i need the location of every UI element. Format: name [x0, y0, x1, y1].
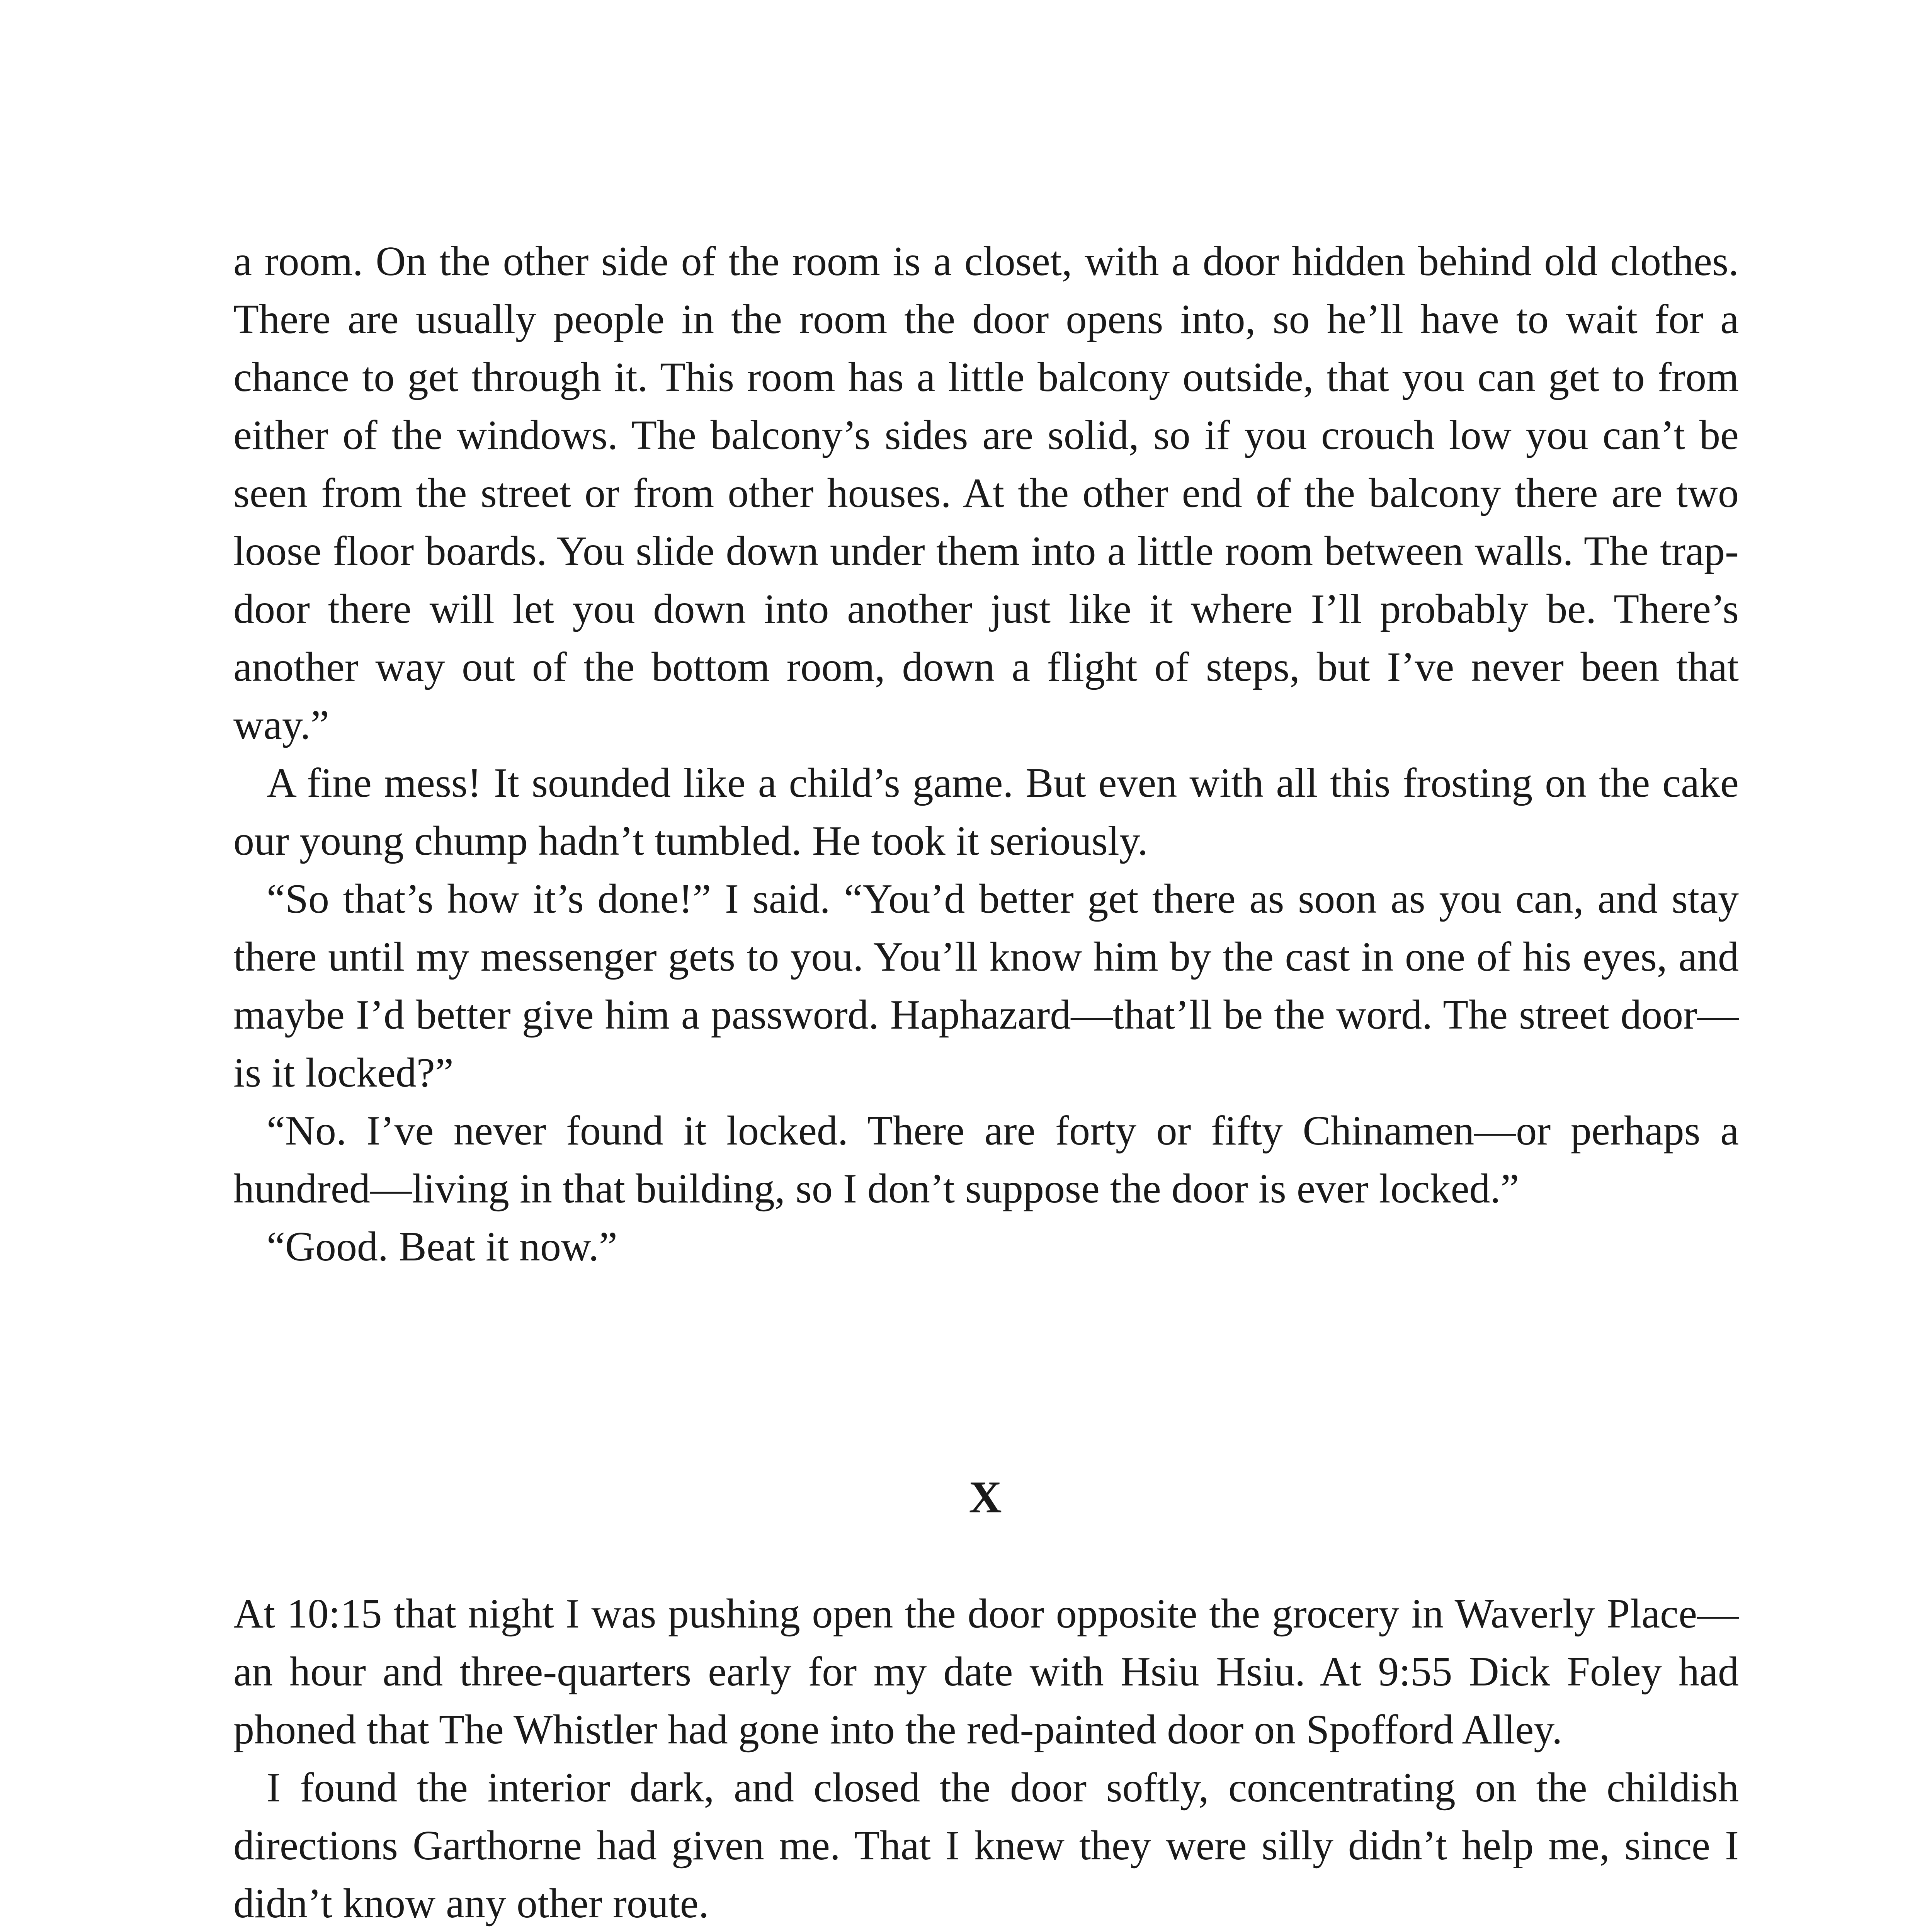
paragraph: A fine mess! It sounded like a child’s game. But even with all this frosting on the cake our young chump hadn’t tumbled. He took it seriously.: [233, 760, 1739, 864]
paragraph: “Good. Beat it now.”: [267, 1224, 617, 1270]
page-text-top: [233, 233, 1739, 1276]
chapter-heading: X: [969, 1472, 1002, 1522]
paragraph: At 10:15 that night I was pushing open the door opposite the grocery in Waverly Place—an hour and three-quarters early for my date with Hsiu Hsiu. At 9:55 Dick Foley had phoned that The Whistler had gone into the red-painted door on Spofford Alley.: [233, 1591, 1739, 1753]
paragraph: I found the interior dark, and closed the door softly, concentrating on the childish directions Garthorne had given me. That I knew they were silly didn’t help me, since I didn’t know any other route.: [233, 1765, 1739, 1927]
paragraph: a room. On the other side of the room is a closet, with a door hidden behind old clothes. There are usually people in the room the door opens into, so he’ll have to wait for a chance to get through it. This room has a little balcony outside, that you can get to from either of the windows. The balcony’s sides are solid, so if you crouch low you can’t be seen from the street or from other houses. At the other end of the balcony there are two loose floor boards. You slide down under them into a little room between walls. The trap-door there will let you down into another just like it where I’ll probably be. There’s another way out of the bottom room, down a flight of steps, but I’ve never been that way.”: [233, 238, 1739, 748]
paragraph: “No. I’ve never found it locked. There are forty or fifty Chinamen—or perhaps a hundred—living in that building, so I don’t suppose the door is ever locked.”: [233, 1108, 1739, 1212]
page-text-bottom: [233, 1585, 1739, 1932]
paragraph: “So that’s how it’s done!” I said. “You’d better get there as soon as you can, and stay there until my messenger gets to you. You’ll know him by the cast in one of his eyes, and maybe I’d better give him a password. Haphazard—that’ll be the word. The street door—is it locked?”: [233, 876, 1739, 1096]
